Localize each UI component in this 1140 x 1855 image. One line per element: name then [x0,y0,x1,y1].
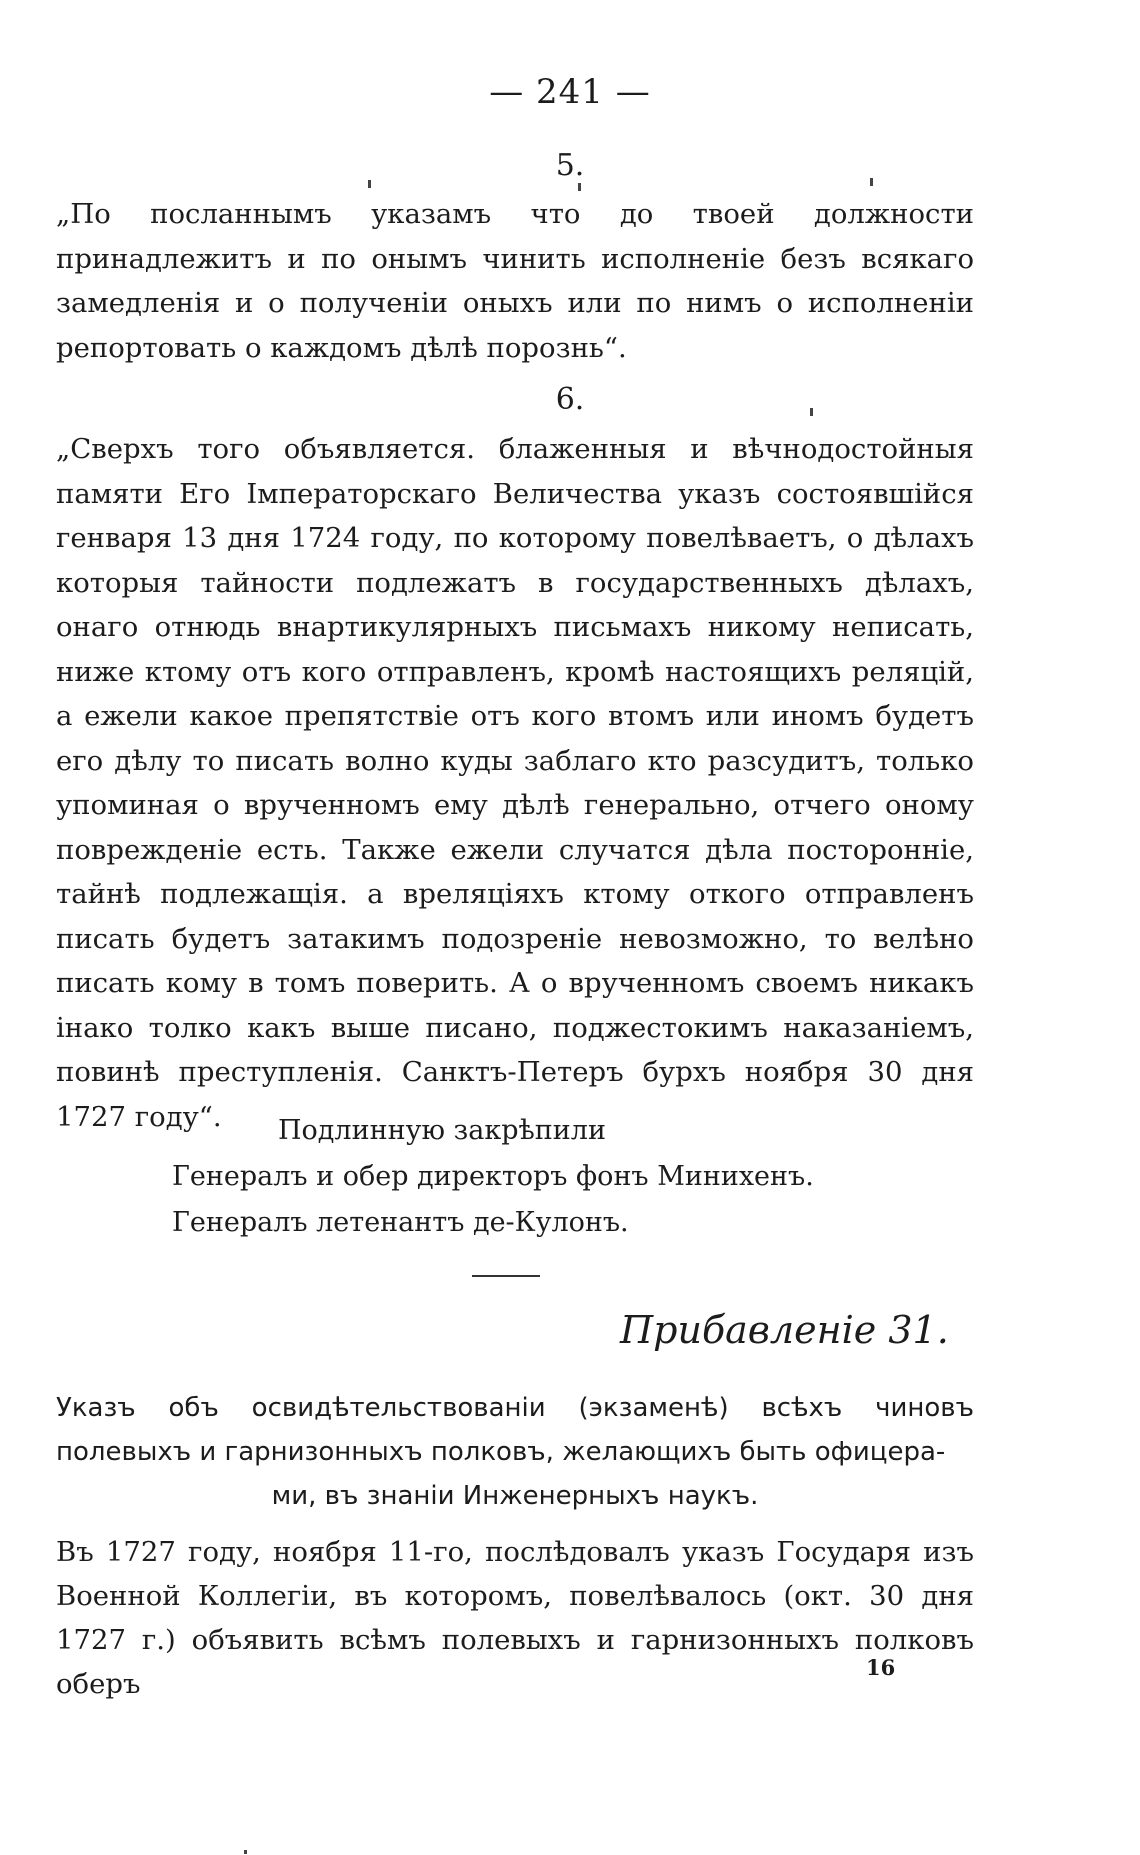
scan-speck [244,1850,247,1854]
signature-line-de-kulon: Генералъ летенантъ де-Кулонъ. [172,1207,629,1238]
signature-mark: 16 [866,1655,896,1680]
section-6-text: „Сверхъ того объявляется. блаженныя и вѣчнодостойныя памяти Его Імператорскаго Величества указъ состоявшійся генваря 13 дня 1724 году, по которому повелѣваетъ, о дѣлахъ которыя тайности подлежатъ в государственныхъ дѣлахъ, онаго отнюдь внартикулярныхъ письмахъ никому неписать, ниже ктому отъ кого отправленъ, кромѣ настоящихъ реляцій, а ежели какое препятствіе отъ кого втомъ или иномъ будетъ его дѣлу то писать волно куды заблаго кто разсудитъ, только упоминая о врученномъ ему дѣлѣ генерально, отчего оному поврежденіе есть. Также ежели случатся дѣла посторонніе, тайнѣ подлежащія. а вреляціяхъ ктому откого отправленъ писать будетъ затакимъ подозреніе невозможно, то велѣно писать кому в томъ поверить. А о врученномъ своемъ никакъ інако толко какъ выше писано, поджестокимъ наказаніемъ, повинѣ преступленія. Санктъ-Петеръ бурхъ ноября 30 дня 1727 году“. [56,433,974,1133]
scan-speck [870,178,873,186]
section-divider [472,1275,540,1277]
signature-heading: Подлинную закрѣпили [278,1115,606,1146]
appendix-title: Прибавленіе 31. [620,1308,949,1352]
page-number: — 241 — [489,72,651,112]
appendix-summary-main: Указъ объ освидѣтельствованіи (экзаменѣ) всѣхъ чиновъ полевыхъ и гарнизонныхъ полковъ, желающихъ быть офицера- [56,1393,974,1467]
section-5-text: „По посланнымъ указамъ что до твоей должности принадлежитъ и по онымъ чинить исполненіе безъ всякаго замедленія и о полученіи оныхъ или по нимъ о исполненіи репортовать о каждомъ дѣлѣ порознь“. [56,198,974,364]
signature-block [150,1108,850,1246]
signature-line-minikh: Генералъ и обер директоръ фонъ Миниxенъ. [172,1161,814,1192]
appendix-summary-end: ми, въ знаніи Инженерныхъ наукъ. [271,1481,759,1511]
scan-speck [368,180,371,188]
section-number-5: 5. [555,148,585,183]
section-number-6: 6. [555,382,585,417]
appendix-body-text: Въ 1727 году, ноября 11-го, послѣдовалъ указъ Государя изъ Военной Коллегіи, въ которомъ, повелѣвалось (окт. 30 дня 1727 г.) объявить всѣмъ полевыхъ и гарнизонныхъ полковъ оберъ [56,1536,974,1700]
appendix-summary [56,1386,974,1518]
scan-speck [578,183,581,191]
scan-speck [810,408,813,416]
